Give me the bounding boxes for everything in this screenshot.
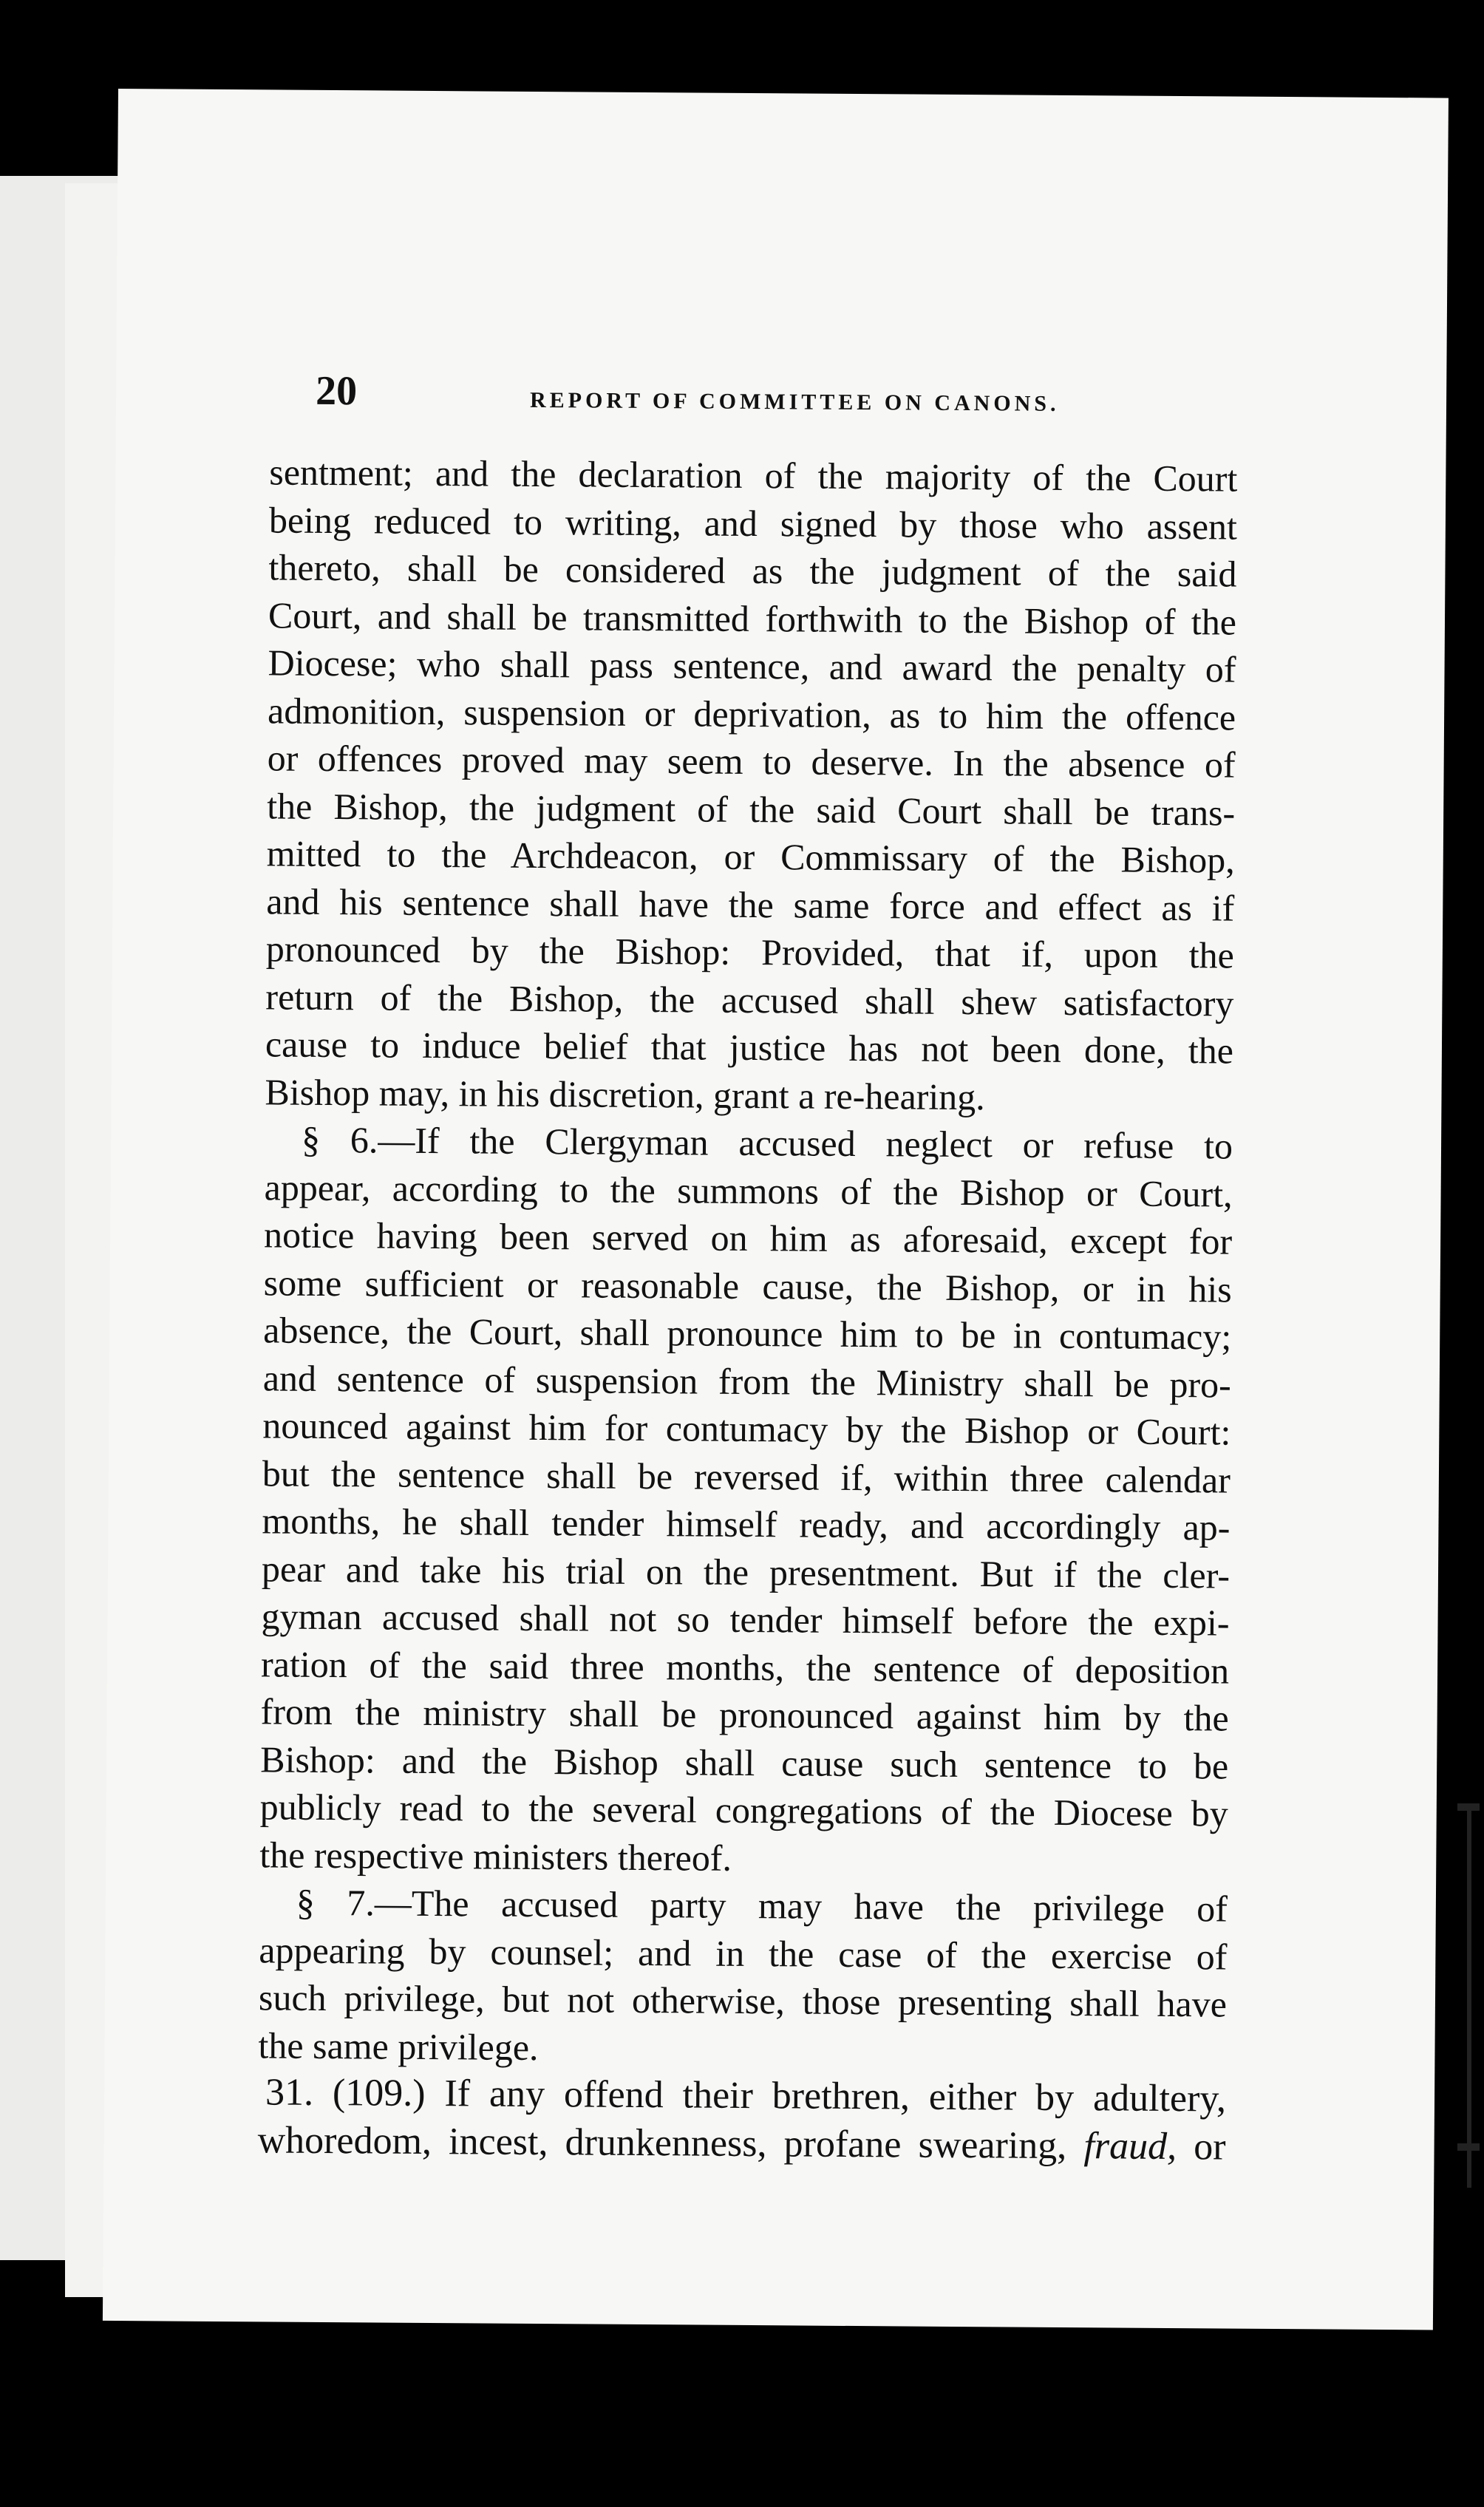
body-text	[257, 448, 1237, 2171]
text-line: appear, according to the summons of the Bishop or Court,	[264, 1166, 1233, 1215]
text-line: ration of the said three months, the sentence of deposition	[260, 1642, 1230, 1692]
text-line: thereto, shall be considered as the judgment of the said	[268, 546, 1237, 595]
text-line: cause to induce belief that justice has not been done, the	[265, 1023, 1234, 1072]
binding-edge-mark	[1467, 1803, 1471, 2188]
text-line: Bishop: and the Bishop shall cause such sentence to be	[260, 1738, 1229, 1787]
running-head: REPORT OF COMMITTEE ON CANONS.	[529, 387, 1060, 416]
text-line: from the ministry shall be pronounced against him by the	[260, 1690, 1229, 1739]
text-line: the respective ministers thereof.	[259, 1833, 732, 1879]
binding-tick-mark	[1457, 1803, 1480, 1811]
section-7-heading-line: § 7.—The accused party may have the privilege of	[296, 1881, 1228, 1930]
text-line: and sentence of suspension from the Ministry shall be pro-	[262, 1356, 1231, 1406]
text-line: Court, and shall be transmitted forthwith to the Bishop of the	[268, 593, 1237, 643]
text-line: notice having been served on him as aforesaid, except for	[263, 1214, 1233, 1262]
text-segment: or	[1176, 2125, 1226, 2168]
text-line: mitted to the Archdeacon, or Commissary of the Bishop,	[266, 832, 1235, 881]
text-line: return of the Bishop, the accused shall shew satisfactory	[265, 975, 1234, 1024]
book-page	[103, 89, 1449, 2330]
canon-31-heading-line: 31. (109.) If any offend their brethren, either by adultery,	[265, 2071, 1227, 2120]
text-line: but the sentence shall be reversed if, within three calendar	[262, 1452, 1231, 1501]
page-number: 20	[315, 367, 358, 415]
text-line: or offences proved may seem to deserve. In the absence of	[267, 737, 1236, 786]
text-line: such privilege, but not otherwise, those presenting shall have	[258, 1976, 1228, 2025]
text-line: Diocese; who shall pass sentence, and award the penalty of	[268, 642, 1236, 690]
text-line: some sufficient or reasonable cause, the Bishop, or in his	[263, 1261, 1232, 1310]
italic-word: fraud,	[1083, 2124, 1177, 2168]
text-line: nounced against him for contumacy by the Bishop or Court:	[262, 1404, 1231, 1453]
text-line-last	[257, 2117, 1225, 2171]
text-line: being reduced to writing, and signed by those who assent	[268, 498, 1238, 548]
text-line: admonition, suspension or deprivation, as to him the offence	[267, 689, 1236, 738]
text-line: publicly read to the several congregations of the Diocese by	[259, 1786, 1228, 1834]
text-line: and his sentence shall have the same force and effect as if	[266, 880, 1235, 929]
text-line: pear and take his trial on the presentment. But if the cler-	[261, 1547, 1231, 1596]
text-line: the Bishop, the judgment of the said Court shall be trans-	[267, 784, 1236, 834]
text-line: gyman accused shall not so tender himself before the expi-	[261, 1595, 1230, 1644]
text-line: appearing by counsel; and in the case of the exercise of	[259, 1928, 1228, 1978]
text-line: months, he shall tender himself ready, and accordingly ap-	[262, 1500, 1231, 1548]
text-line: Bishop may, in his discretion, grant a re-hearing.	[265, 1070, 986, 1118]
text-line: pronounced by the Bishop: Provided, that if, upon the	[265, 928, 1235, 976]
text-segment: whoredom, incest, drunkenness, profane swearing,	[257, 2118, 1084, 2167]
text-line: sentment; and the declaration of the majority of the Court	[269, 451, 1238, 500]
section-6-heading-line: § 6.—If the Clergyman accused neglect or refuse to	[301, 1118, 1233, 1167]
text-line: absence, the Court, shall pronounce him to be in contumacy;	[263, 1309, 1232, 1358]
binding-tick-mark	[1457, 2143, 1480, 2151]
text-line: the same privilege.	[258, 2024, 539, 2068]
page-header	[316, 367, 1225, 433]
